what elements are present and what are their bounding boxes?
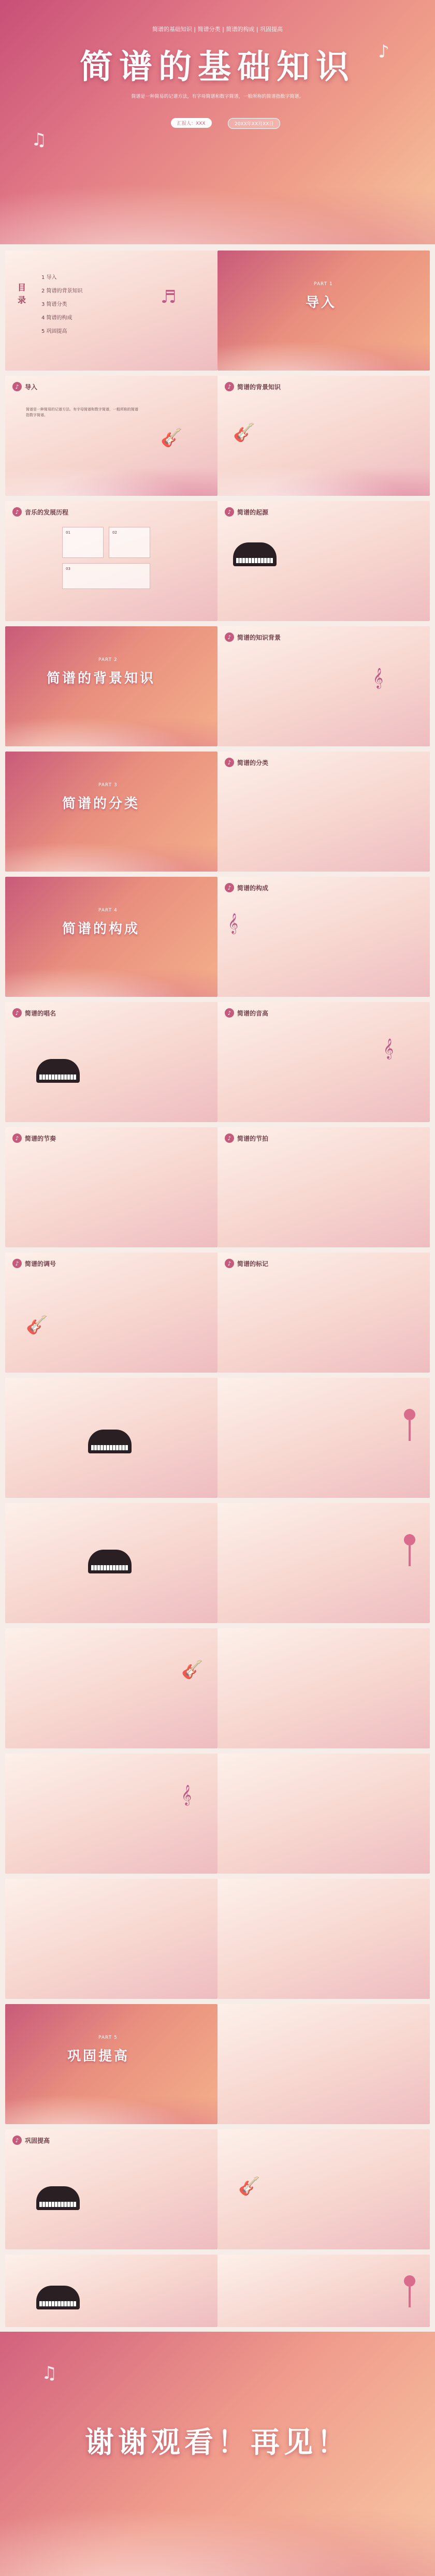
slide-header: ♪ 简谱的音高 <box>225 1008 268 1018</box>
piano-icon <box>36 2286 80 2309</box>
toc-item[interactable]: 3 简谱分类 <box>41 302 67 307</box>
content-slide <box>218 2004 430 2124</box>
music-note-icon: ♪ <box>225 382 234 391</box>
content-slide <box>218 1253 430 1373</box>
slide-header: ♪ 简谱的知识背景 <box>225 632 281 642</box>
content-slide <box>218 1002 430 1122</box>
microphone-icon <box>404 1409 415 1420</box>
ending-slide <box>0 2332 435 2576</box>
info-card: 03 <box>62 563 150 589</box>
date-badge: 20XX年XX月XX日 <box>228 118 280 129</box>
music-note-icon: ♬ <box>161 287 177 307</box>
section-slide <box>5 752 218 872</box>
content-slide <box>5 1253 218 1373</box>
piano-icon <box>36 2186 80 2210</box>
part-label: PART 4 <box>98 908 118 913</box>
music-note-icon: ♪ <box>225 1134 234 1143</box>
music-note-icon: ♪ <box>12 507 22 517</box>
music-note-icon: ♫ <box>41 2363 57 2383</box>
slide-header: ♪ 巩固提高 <box>12 2136 50 2145</box>
slide-header: ♪ 简谱的节奏 <box>12 1134 56 1143</box>
content-slide <box>5 1127 218 1247</box>
piano-icon <box>88 1430 132 1453</box>
content-slide <box>5 1628 218 1748</box>
hero-subtitle: 简谱的基础知识 | 简谱分类 | 简谱的构成 | 巩固提高 <box>152 26 283 33</box>
content-slide <box>218 1127 430 1247</box>
content-slide <box>5 1503 218 1623</box>
treble-clef-icon: 𝄞 <box>181 1785 192 1805</box>
slide-header: ♪ 导入 <box>12 382 37 391</box>
slide-header: ♪ 简谱的构成 <box>225 883 268 892</box>
toc-item[interactable]: 5 巩固提高 <box>41 329 67 334</box>
hero-title: 简谱的基础知识 <box>80 48 355 86</box>
wave-decoration <box>5 2088 218 2124</box>
section-slide <box>218 251 430 371</box>
music-note-icon: ♪ <box>12 382 22 391</box>
content-slide <box>5 501 218 621</box>
title-slide <box>0 0 435 244</box>
wave-decoration <box>218 334 430 371</box>
section-slide <box>5 2004 218 2124</box>
body-text: 简谱是一种简易的记谱方法。有字母简谱和数字简谱，一般所称的简谱指数字简谱。 <box>26 407 138 417</box>
music-note-icon: ♪ <box>12 2136 22 2145</box>
music-note-icon: ♪ <box>225 1008 234 1018</box>
info-card: 02 <box>109 527 150 558</box>
wave-decoration <box>5 961 218 997</box>
content-slide <box>218 1754 430 1874</box>
content-slide <box>218 1503 430 1623</box>
slide-header: ♪ 简谱的调号 <box>12 1259 56 1268</box>
part-label: PART 3 <box>98 783 118 788</box>
music-note-icon: ♪ <box>378 41 389 62</box>
music-note-icon: ♪ <box>12 1008 22 1018</box>
section-title: 巩固提高 <box>67 2049 130 2064</box>
music-note-icon: ♫ <box>31 129 47 150</box>
content-slide <box>218 1628 430 1748</box>
hero-desc: 简谱是一种简易的记谱方法，有字母简谱和数字简谱，一般所称的简谱指数字简谱。 <box>131 94 304 99</box>
toc-list <box>41 271 83 338</box>
toc-slide <box>5 251 218 371</box>
music-note-icon: ♪ <box>225 758 234 767</box>
content-slide <box>218 2129 430 2249</box>
content-slide <box>5 1754 218 1874</box>
guitar-icon: 🎸 <box>238 2176 260 2197</box>
toc-item[interactable]: 2 简谱的背景知识 <box>41 288 83 294</box>
guitar-icon: 🎸 <box>233 422 255 443</box>
treble-clef-icon: 𝄞 <box>383 1038 394 1059</box>
music-note-icon: ♪ <box>225 1259 234 1268</box>
content-slide <box>5 2129 218 2249</box>
guitar-icon: 🎸 <box>26 1315 48 1335</box>
section-title: 简谱的构成 <box>62 921 140 937</box>
wave-decoration <box>5 835 218 872</box>
guitar-icon: 🎸 <box>161 428 183 448</box>
piano-icon <box>88 1550 132 1573</box>
content-slide <box>218 1378 430 1498</box>
section-title: 简谱的背景知识 <box>47 671 156 686</box>
music-note-icon: ♪ <box>225 632 234 642</box>
section-title: 简谱的分类 <box>62 796 140 812</box>
part-label: PART 2 <box>98 657 118 663</box>
content-slide <box>218 2255 430 2327</box>
music-note-icon: ♪ <box>12 1259 22 1268</box>
content-slide <box>218 376 430 496</box>
content-slide <box>218 501 430 621</box>
toc-label: 目录 <box>18 283 26 305</box>
toc-item[interactable]: 1 导入 <box>41 275 57 281</box>
wave-decoration <box>5 460 218 496</box>
microphone-icon <box>404 2275 415 2287</box>
slide-header: ♪ 音乐的发展历程 <box>12 507 68 517</box>
music-note-icon: ♪ <box>225 507 234 517</box>
treble-clef-icon: 𝄞 <box>373 668 384 688</box>
content-slide <box>5 2255 218 2327</box>
part-label: PART 5 <box>98 2035 118 2040</box>
slide-header: ♪ 简谱的唱名 <box>12 1008 56 1018</box>
toc-item[interactable]: 4 简谱的构成 <box>41 315 72 321</box>
part-label: PART 1 <box>314 282 333 287</box>
music-note-icon: ♪ <box>12 1134 22 1143</box>
piano-icon <box>36 1059 80 1083</box>
music-note-icon: ♪ <box>225 883 234 892</box>
slide-header: ♪ 简谱的分类 <box>225 758 268 767</box>
info-card: 01 <box>62 527 104 558</box>
ending-title: 谢谢观看！再见！ <box>85 2426 350 2460</box>
slide-header: ♪ 简谱的背景知识 <box>225 382 281 391</box>
section-slide <box>5 626 218 746</box>
content-slide <box>218 752 430 872</box>
guitar-icon: 🎸 <box>181 1659 204 1680</box>
slide-header: ♪ 简谱的标记 <box>225 1259 268 1268</box>
microphone-icon <box>404 1534 415 1545</box>
wave-decoration <box>218 460 430 496</box>
wave-decoration <box>0 172 435 244</box>
content-slide <box>218 1879 430 1999</box>
slide-header: ♪ 简谱的节拍 <box>225 1134 268 1143</box>
slide-header: ♪ 简谱的起源 <box>225 507 268 517</box>
piano-icon <box>233 542 277 566</box>
section-slide <box>5 877 218 997</box>
content-slide <box>218 877 430 997</box>
content-slide <box>5 1879 218 1999</box>
wave-decoration <box>5 710 218 746</box>
content-slide <box>5 1378 218 1498</box>
treble-clef-icon: 𝄞 <box>228 913 239 934</box>
content-slide <box>5 376 218 496</box>
wave-decoration <box>0 2493 435 2576</box>
content-slide <box>218 626 430 746</box>
section-title: 导入 <box>306 295 337 311</box>
reporter-badge: 汇报人：XXX <box>171 118 212 128</box>
content-slide <box>5 1002 218 1122</box>
